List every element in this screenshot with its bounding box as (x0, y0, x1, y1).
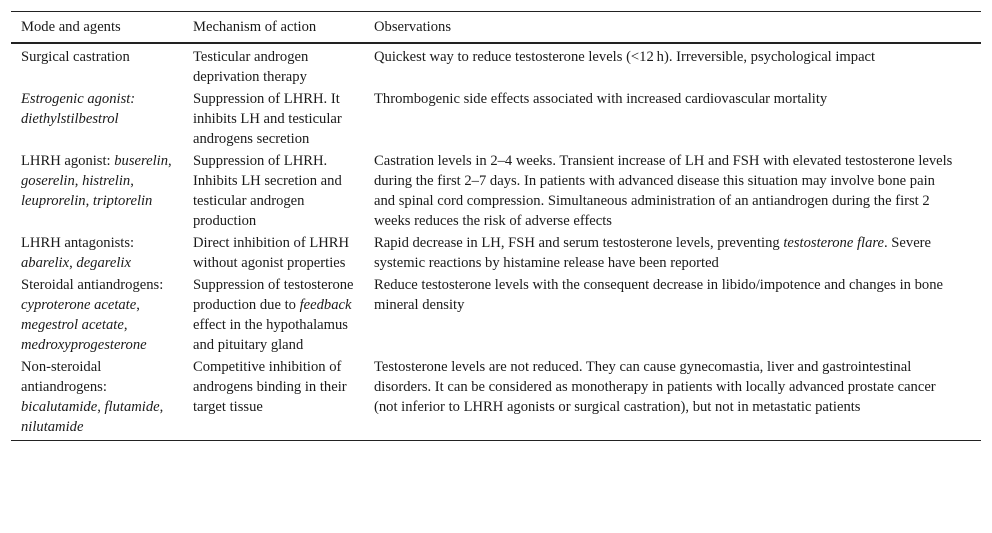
cell-observations (364, 274, 981, 356)
cell-mode-and-agents (11, 356, 183, 441)
cell-observations (364, 43, 981, 88)
cell-observations (364, 232, 981, 274)
cell-text: Rapid decrease in LH, FSH and serum testosterone levels, preventing (374, 235, 784, 251)
cell-text: Reduce testosterone levels with the consequent decrease in libido/impotence and changes in bone mineral density (374, 277, 943, 313)
cell-mode-and-agents (11, 232, 183, 274)
cell-text: Surgical castration (21, 49, 130, 65)
table-row (11, 150, 981, 232)
header-mechanism-of-action: Mechanism of action (193, 19, 317, 35)
cell-text: Castration levels in 2–4 weeks. Transient increase of LH and FSH with elevated testosterone levels during the first 2–7 days. In patients with advanced disease this situation may involve bone pain and spinal cord compression. Simultaneous administration of an antiandrogen during the first 2 weeks reduces the risk of adverse effects (374, 153, 953, 229)
italic-text: testosterone flare (783, 235, 884, 251)
cell-text: Testicular androgen deprivation therapy (193, 49, 309, 85)
italic-text: Estrogenic agonist: diethylstilbestrol (21, 91, 136, 127)
cell-text: , (123, 317, 128, 333)
cell-text: Suppression of testosterone production due to (193, 277, 354, 313)
cell-text: , (136, 297, 140, 313)
italic-text: medroxyprogesterone (21, 337, 147, 353)
italic-text: leuprorelin (21, 193, 86, 209)
cell-mode-and-agents (11, 88, 183, 150)
header-mode-and-agents: Mode and agents (21, 19, 121, 35)
cell-text: . Severe systemic reactions by histamine release have been reported (374, 235, 932, 271)
italic-text: goserelin (21, 173, 75, 189)
italic-text: degarelix (76, 255, 131, 271)
cell-text: Thrombogenic side effects associated with increased cardiovascular mortality (374, 91, 828, 107)
cell-mode-and-agents (11, 274, 183, 356)
cell-mechanism-of-action (183, 150, 364, 232)
italic-text: triptorelin (92, 193, 153, 209)
cell-text: , (130, 173, 134, 189)
cell-observations (364, 150, 981, 232)
table-row (11, 43, 981, 88)
cell-text: Testosterone levels are not reduced. They can cause gynecomastia, liver and gastrointestinal disorders. It can be considered as monotherapy in patients with locally advanced prostate cancer (not inferior to LHRH agonists or surgical castration), but not in metastatic patients (374, 359, 936, 415)
cell-text: , (97, 399, 105, 415)
italic-text: nilutamide (21, 419, 84, 435)
cell-mode-and-agents (11, 150, 183, 232)
cell-observations (364, 88, 981, 150)
cell-mechanism-of-action (183, 43, 364, 88)
header-row (11, 12, 981, 44)
table-header (11, 12, 981, 44)
table-row (11, 88, 981, 150)
cell-text: , (168, 153, 172, 169)
italic-text: feedback (299, 297, 352, 313)
cell-text: Quickest way to reduce testosterone levels (<12 h). Irreversible, psychological impact (374, 49, 876, 65)
italic-text: abarelix (21, 255, 70, 271)
cell-text: Direct inhibition of LHRH without agonist properties (193, 235, 350, 271)
cell-text: , (85, 193, 93, 209)
italic-text: megestrol acetate (21, 317, 124, 333)
cell-text: Competitive inhibition of androgens binding in their target tissue (193, 359, 347, 415)
table-body (11, 43, 981, 441)
cell-text: Suppression of LHRH. Inhibits LH secretion and testicular androgen production (193, 153, 342, 229)
cell-mechanism-of-action (183, 356, 364, 441)
cell-mechanism-of-action (183, 88, 364, 150)
cell-observations (364, 356, 981, 441)
italic-text: flutamide (104, 399, 160, 415)
cell-text: effect in the hypothalamus and pituitary gland (193, 317, 348, 353)
header-observations: Observations (374, 19, 452, 35)
cell-text: , (69, 255, 77, 271)
cell-text: Steroidal antiandrogens: (21, 277, 164, 293)
table-row (11, 232, 981, 274)
cell-text: LHRH agonist: (21, 153, 115, 169)
cell-mode-and-agents (11, 43, 183, 88)
cell-mechanism-of-action (183, 232, 364, 274)
cell-text: Non-steroidal antiandrogens: (21, 359, 107, 395)
cell-mechanism-of-action (183, 274, 364, 356)
cell-text: LHRH antagonists: (21, 235, 135, 251)
cell-text: , (74, 173, 83, 189)
table-row (11, 356, 981, 441)
italic-text: histrelin (82, 173, 131, 189)
italic-text: bicalutamide (21, 399, 98, 415)
table-row (11, 274, 981, 356)
italic-text: buserelin (114, 153, 169, 169)
treatment-table (11, 11, 981, 441)
cell-text: Suppression of LHRH. It inhibits LH and testicular androgens secretion (193, 91, 342, 147)
italic-text: cyproterone acetate (21, 297, 137, 313)
cell-text: , (159, 399, 164, 415)
